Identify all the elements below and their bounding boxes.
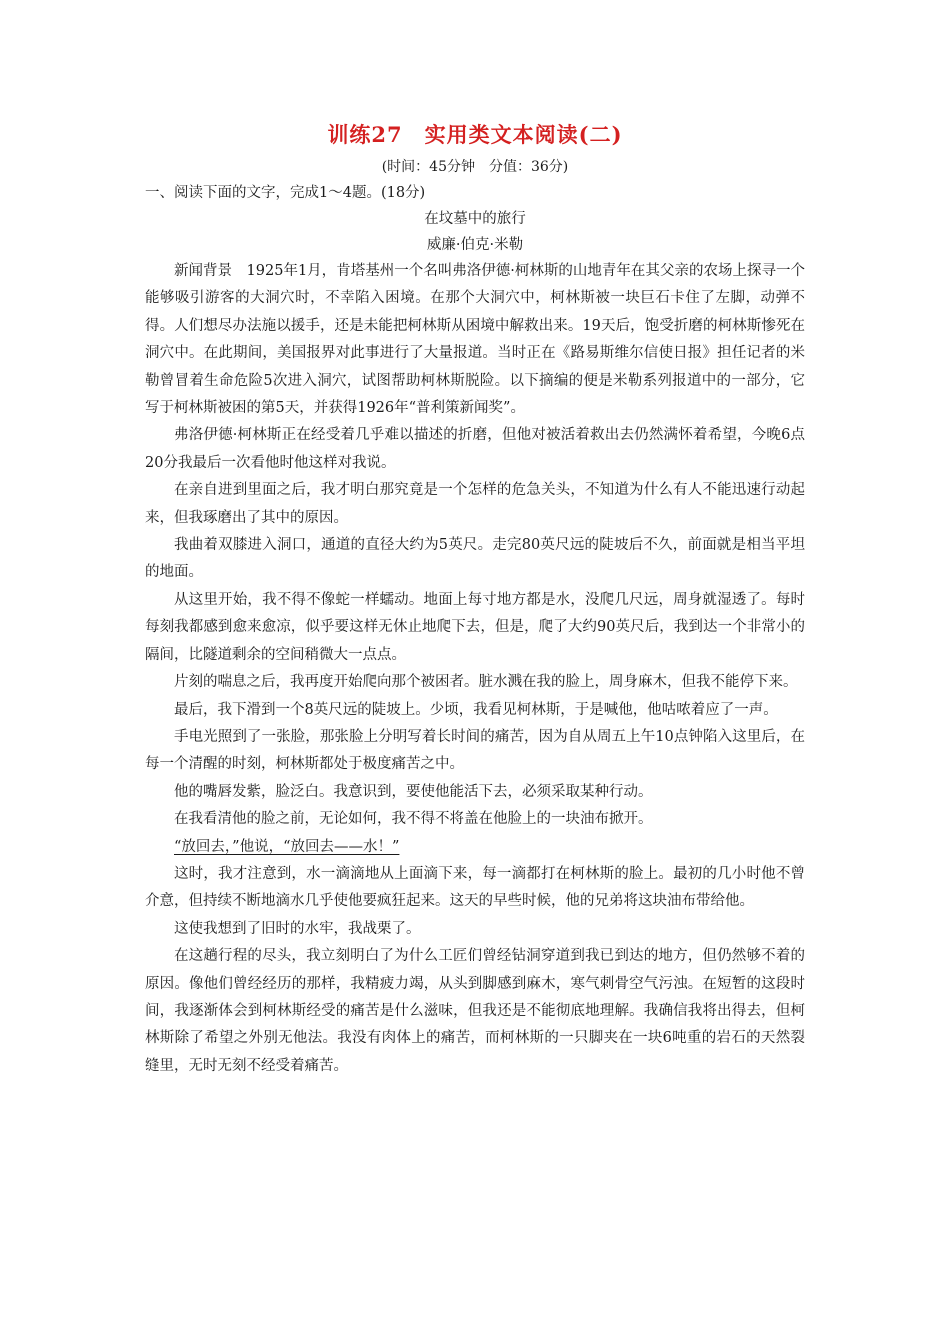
paragraph: 从这里开始，我不得不像蛇一样蠕动。地面上每寸地方都是水，没爬几尺远，周身就湿透了。每时每刻我都感到愈来愈凉，似乎要这样无休止地爬下去，但是，爬了大约90英尺后，我到达一个非常小的隔间，比隧道剩余的空间稍微大一点点。 xyxy=(145,591,805,663)
article-author: 威廉·伯克·米勒 xyxy=(426,237,524,253)
paragraph: 手电光照到了一张脸，那张脸上分明写着长时间的痛苦，因为自从周五上午10点钟陷入这里后，在每一个清醒的时刻，柯林斯都处于极度痛苦之中。 xyxy=(145,728,805,773)
underlined-quote: “放回去，”他说，“放回去——水！” xyxy=(174,838,400,855)
document-page xyxy=(145,118,805,1080)
paragraph: 弗洛伊德·柯林斯正在经受着几乎难以描述的折磨，但他对被活着救出去仍然满怀着希望，今晚6点20分我最后一次看他时他这样对我说。 xyxy=(145,427,805,471)
paragraph: 片刻的喘息之后，我再度开始爬向那个被困者。脏水溅在我的脸上，周身麻木，但我不能停下来。 xyxy=(174,674,798,691)
paragraph: 这使我想到了旧时的水牢，我战栗了。 xyxy=(174,920,421,937)
paragraph: 新闻背景 1925年1月，肯塔基州一个名叫弗洛伊德·柯林斯的山地青年在其父亲的农场上探寻一个能够吸引游客的大洞穴时，不幸陷入困境。在那个大洞穴中，柯林斯被一块巨石卡住了左脚，动弹不得。人们想尽办法施以援手，还是未能把柯林斯从困境中解救出来。19天后，饱受折磨的柯林斯惨死在洞穴中。在此期间，美国报界对此事进行了大量报道。当时正在《路易斯维尔信使日报》担任记者的米勒曾冒着生命危险5次进入洞穴，试图帮助柯林斯脱险。以下摘编的便是米勒系列报道中的一部分，它写于柯林斯被困的第5天，并获得1926年“普利策新闻奖”。 xyxy=(145,263,805,417)
section-instruction: 一、阅读下面的文字，完成1～4题。(18分) xyxy=(145,185,426,201)
paragraph: 在亲自进到里面之后，我才明白那究竟是一个怎样的危急关头，不知道为什么有人不能迅速行动起来，但我琢磨出了其中的原因。 xyxy=(145,482,805,526)
paragraph: 他的嘴唇发紫，脸泛白。我意识到，要使他能活下去，必须采取某种行动。 xyxy=(174,783,653,800)
paragraph: 我曲着双膝进入洞口，通道的直径大约为5英尺。走完80英尺远的陡坡后不久，前面就是相当平坦的地面。 xyxy=(145,537,805,581)
quote-paragraph xyxy=(145,834,805,861)
paragraph: 最后，我下滑到一个8英尺远的陡坡上。少顷，我看见柯林斯，于是喊他，他咕哝着应了一声。 xyxy=(174,701,778,718)
exercise-title: 训练27 实用类文本阅读(二) xyxy=(327,122,623,147)
paragraph: 在我看清他的脸之前，无论如何，我不得不将盖在他脸上的一块油布掀开。 xyxy=(174,811,653,828)
time-score-line: (时间：45分钟 分值：36分) xyxy=(381,159,569,175)
paragraph: 这时，我才注意到，水一滴滴地从上面滴下来，每一滴都打在柯林斯的脸上。最初的几小时他不曾介意，但持续不断地滴水几乎使他要疯狂起来。这天的早些时候，他的兄弟将这块油布带给他。 xyxy=(145,865,805,910)
paragraph: 在这趟行程的尽头，我立刻明白了为什么工匠们曾经钻洞穿道到我已到达的地方，但仍然够不着的原因。像他们曾经经历的那样，我精疲力竭，从头到脚感到麻木，寒气刺骨空气污浊。在短暂的这段时间，我逐渐体会到柯林斯经受的痛苦是什么滋味，但我还是不能彻底地理解。我确信我将出得去，但柯林斯除了希望之外别无他法。我没有肉体上的痛苦，而柯林斯的一只脚夹在一块6吨重的岩石的天然裂缝里，无时无刻不经受着痛苦。 xyxy=(145,948,805,1074)
article-title: 在坟墓中的旅行 xyxy=(424,211,526,227)
